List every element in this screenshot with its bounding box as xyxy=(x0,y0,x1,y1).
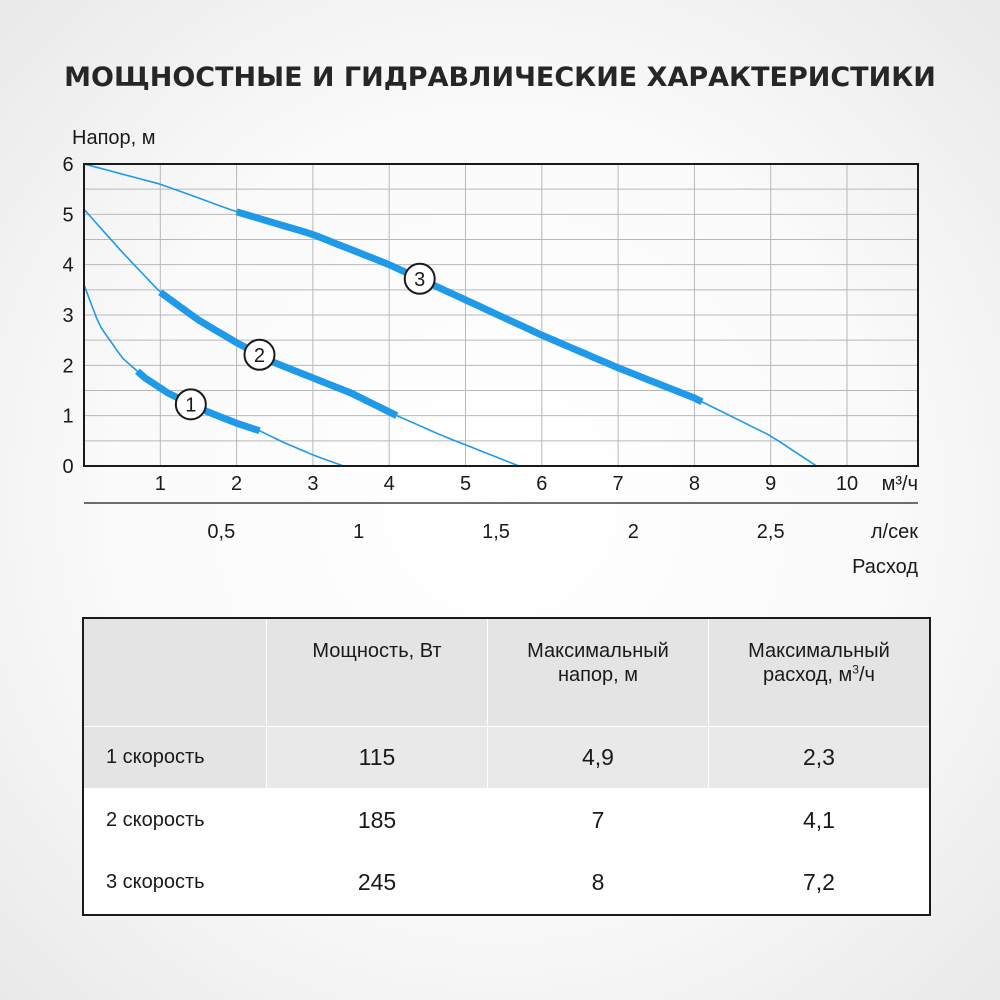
curve-1-marker-label: 1 xyxy=(185,394,197,417)
table-row xyxy=(83,851,930,915)
y-tick-label: 0 xyxy=(62,456,74,478)
table-row xyxy=(83,789,930,851)
y-tick-label: 2 xyxy=(62,355,74,378)
header-max-flow-line1: Максимальный xyxy=(748,640,890,662)
y-tick-label: 6 xyxy=(62,154,74,176)
y-tick-label: 5 xyxy=(62,204,74,227)
x-tick-label: 5 xyxy=(459,473,472,495)
header-power: Мощность, Вт xyxy=(267,618,488,727)
header-max-head xyxy=(488,618,709,727)
power-value: 245 xyxy=(267,851,488,915)
x-tick-label: 7 xyxy=(612,473,624,495)
table-corner-cell xyxy=(83,618,267,727)
header-max-flow-line2b: /ч xyxy=(858,664,875,686)
y-axis-ticks xyxy=(62,154,73,478)
x-axis-unit-secondary: л/сек xyxy=(870,521,918,543)
max-head-value: 7 xyxy=(488,789,709,851)
x-tick-label: 6 xyxy=(536,473,548,495)
x2-tick-label: 2 xyxy=(627,521,639,543)
x-tick-label: 10 xyxy=(835,473,859,495)
max-flow-value: 4,1 xyxy=(709,789,931,851)
power-value: 115 xyxy=(267,727,488,789)
x-tick-label: 4 xyxy=(383,473,395,495)
speed-label: 2 скорость xyxy=(83,789,267,851)
speed-label: 1 скорость xyxy=(83,727,267,789)
y-tick-label: 1 xyxy=(62,405,74,428)
header-max-flow-line2a: расход, м xyxy=(763,664,853,686)
header-max-flow xyxy=(709,618,931,727)
specs-table xyxy=(82,617,931,916)
x-tick-label: 1 xyxy=(154,473,166,495)
curve-markers xyxy=(176,264,435,420)
x-tick-label: 3 xyxy=(307,473,319,495)
x2-tick-label: 2,5 xyxy=(756,521,785,543)
x-tick-label: 9 xyxy=(765,473,777,495)
x2-tick-label: 1,5 xyxy=(482,521,510,543)
max-head-value: 8 xyxy=(488,851,709,915)
x-tick-label: 8 xyxy=(688,473,700,495)
header-max-flow-sup: 3 xyxy=(852,662,859,677)
table-header-row xyxy=(83,618,930,727)
x-axis-ticks-primary xyxy=(155,473,858,495)
max-flow-value: 2,3 xyxy=(709,727,931,789)
y-tick-label: 3 xyxy=(62,305,74,327)
header-max-head-line2: напор, м xyxy=(557,664,639,686)
curve-2-line xyxy=(84,209,519,466)
x2-tick-label: 0,5 xyxy=(207,521,236,543)
speed-label: 3 скорость xyxy=(83,851,267,915)
x2-tick-label: 1 xyxy=(353,521,365,543)
curve-3-marker-label: 3 xyxy=(414,268,426,291)
y-tick-label: 4 xyxy=(62,254,74,277)
curve-2-marker-label: 2 xyxy=(253,344,266,367)
x-axis-label: Расход xyxy=(852,556,918,578)
page-title: МОЩНОСТНЫЕ И ГИДРАВЛИЧЕСКИЕ ХАРАКТЕРИСТИКИ xyxy=(64,62,936,93)
max-flow-value: 7,2 xyxy=(709,851,931,915)
y-axis-label: Напор, м xyxy=(72,127,156,149)
power-value: 185 xyxy=(267,789,488,851)
header-max-head-line1: Максимальный xyxy=(527,640,669,662)
table-row xyxy=(83,727,930,789)
max-head-value: 4,9 xyxy=(488,727,709,789)
x-axis-unit-primary: м³/ч xyxy=(881,473,918,495)
x-tick-label: 2 xyxy=(231,473,243,495)
x-axis-secondary xyxy=(84,503,918,543)
